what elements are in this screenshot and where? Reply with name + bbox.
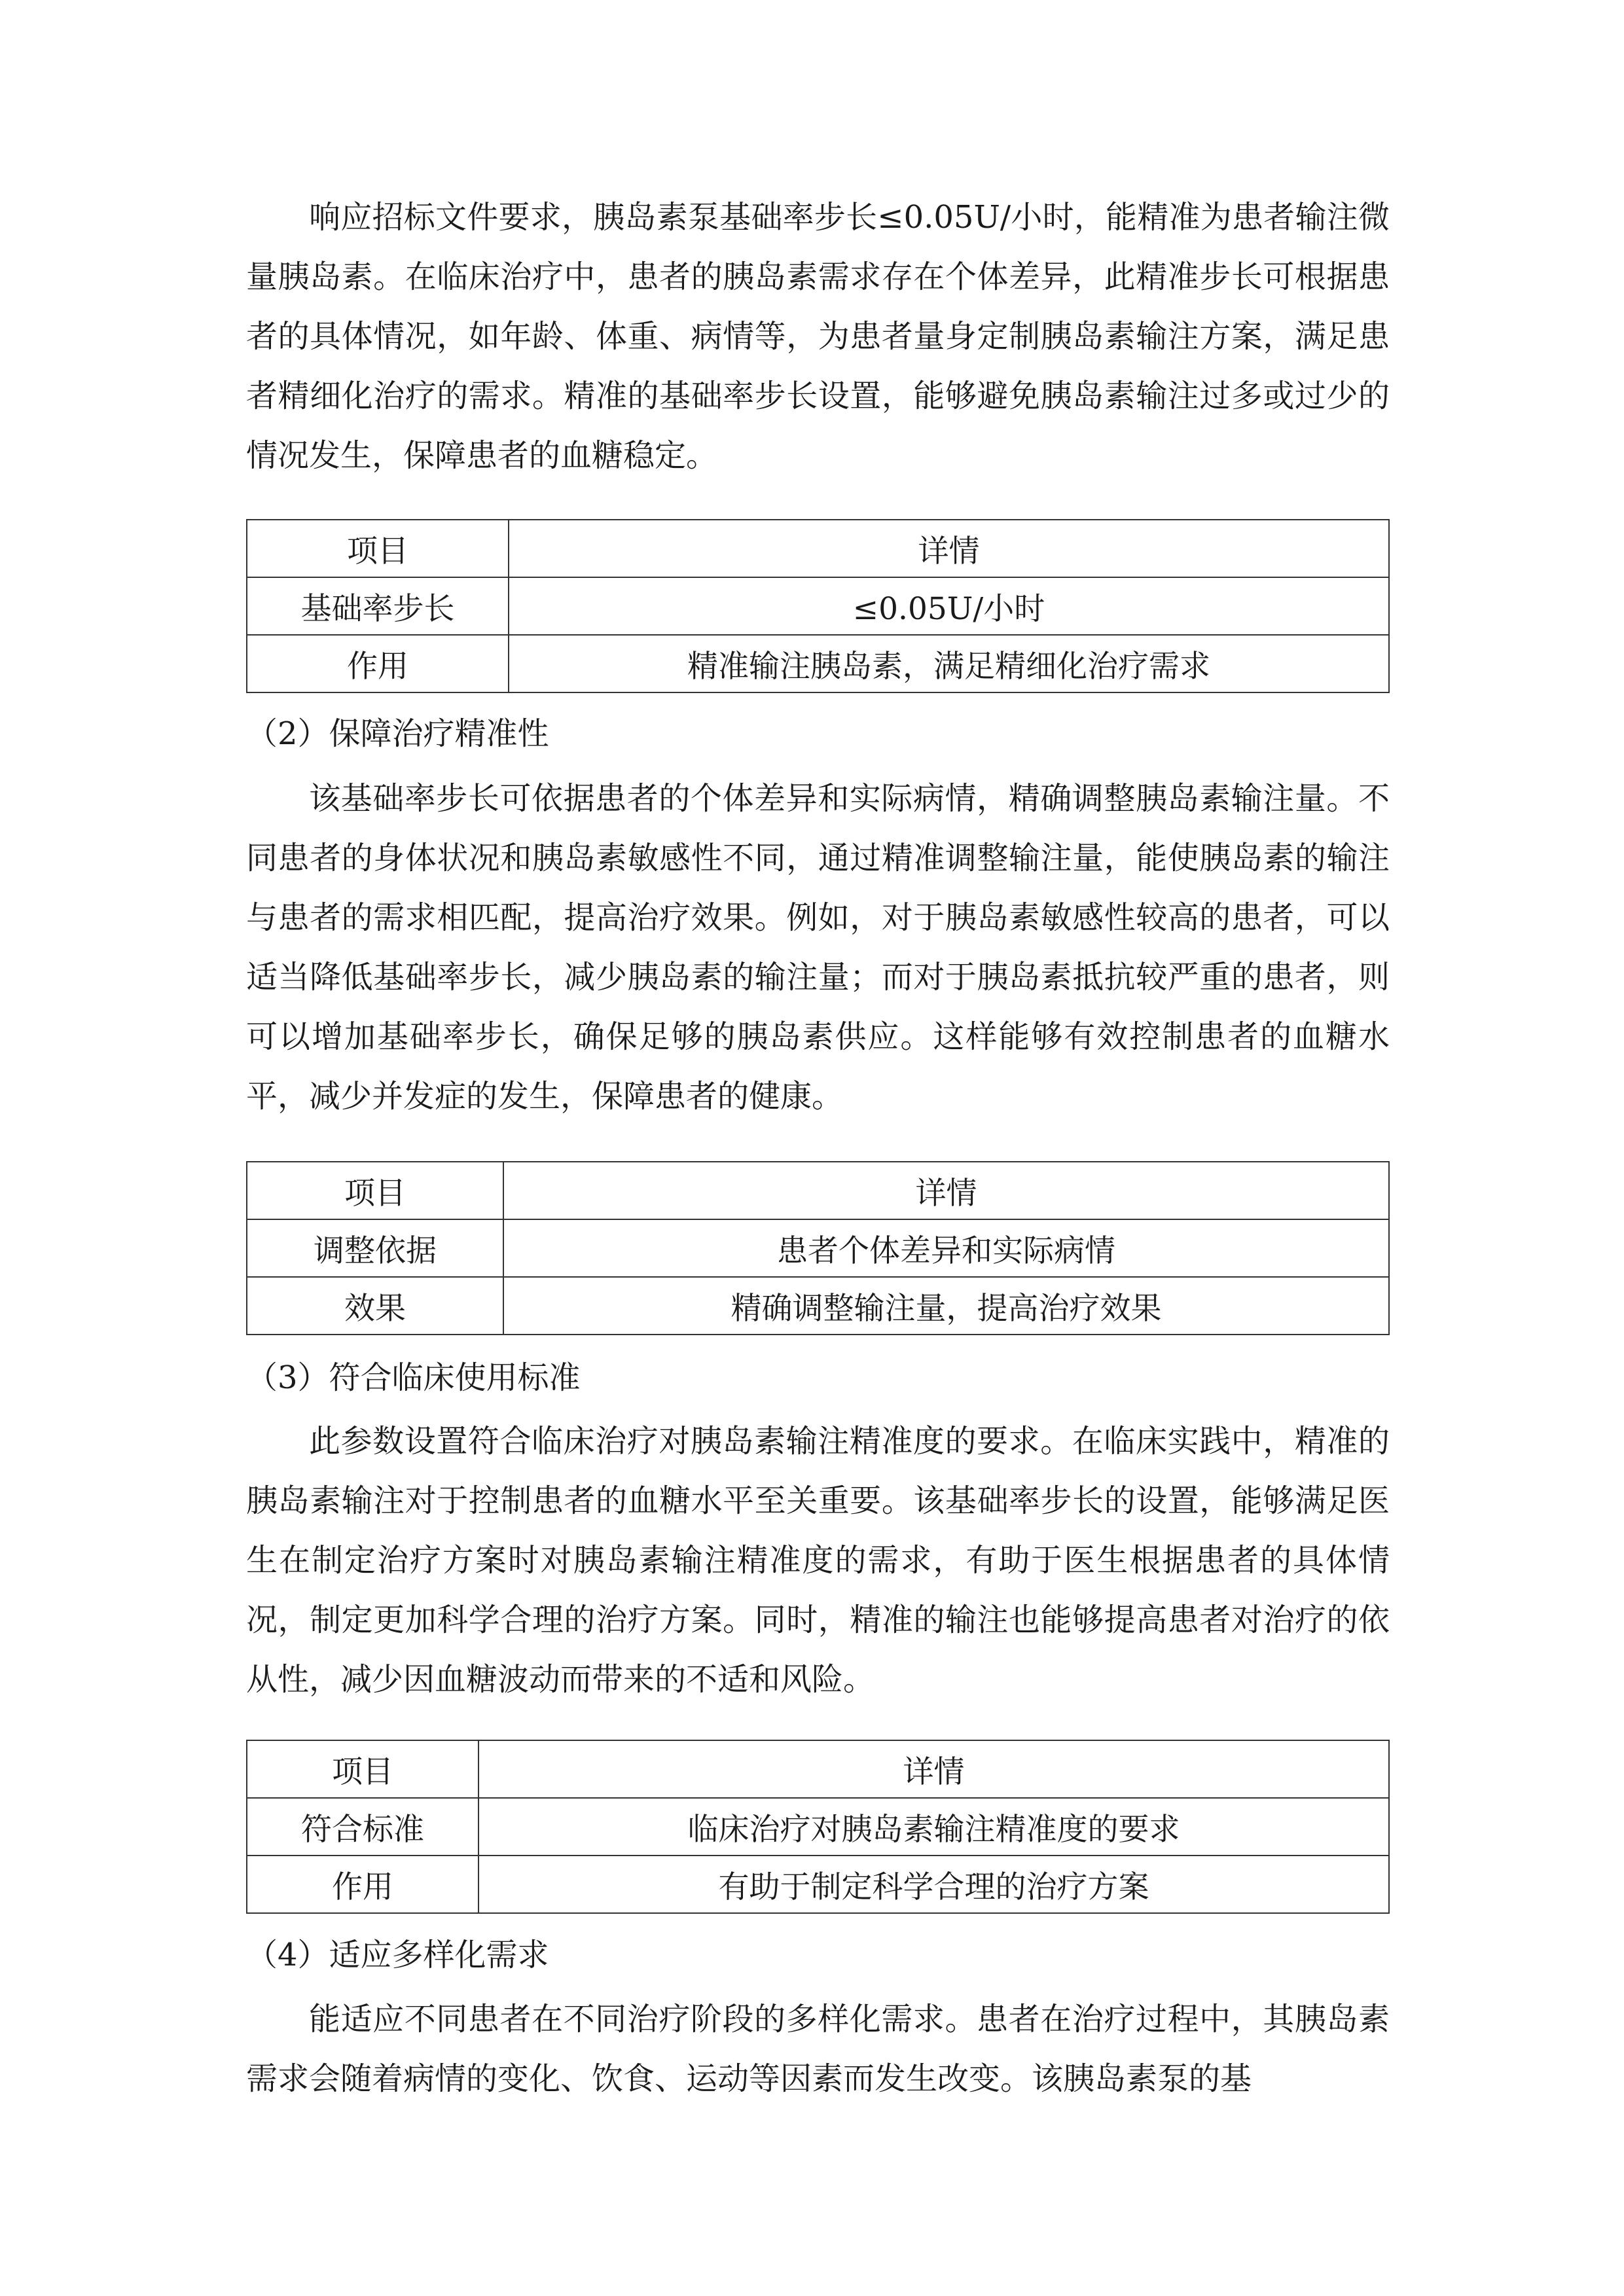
- paragraph-clinical-standard: 此参数设置符合临床治疗对胰岛素输注精准度的要求。在临床实践中，精准的胰岛素输注对于控制患者的血糖水平至关重要。该基础率步长的设置，能够满足医生在制定治疗方案时对胰岛素输注精准度的需求，有助于医生根据患者的具体情况，制定更加科学合理的治疗方案。同时，精准的输注也能够提高患者对治疗的依从性，减少因血糖波动而带来的不适和风险。: [246, 1423, 1390, 1698]
- table-header-row: [247, 520, 1389, 577]
- table-header-cell: 项目: [247, 520, 509, 577]
- table-cell: 精准输注胰岛素，满足精细化治疗需求: [509, 635, 1389, 692]
- section-heading-precision: （2）保障治疗精准性: [246, 715, 549, 752]
- table-cell: ≤0.05U/小时: [509, 577, 1389, 635]
- table-adjustment: [246, 1161, 1390, 1335]
- table-row: [247, 635, 1389, 692]
- section-heading-clinical-standard: （3）符合临床使用标准: [246, 1359, 581, 1396]
- paragraph-basal-rate-step: 响应招标文件要求，胰岛素泵基础率步长≤0.05U/小时，能精准为患者输注微量胰岛素。在临床治疗中，患者的胰岛素需求存在个体差异，此精准步长可根据患者的具体情况，如年龄、体重、病情等，为患者量身定制胰岛素输注方案，满足患者精细化治疗的需求。精准的基础率步长设置，能够避免胰岛素输注过多或过少的情况发生，保障患者的血糖稳定。: [246, 199, 1390, 474]
- table-row: [247, 577, 1389, 635]
- table-cell: 精确调整输注量，提高治疗效果: [503, 1277, 1389, 1335]
- table-row: [247, 1277, 1389, 1335]
- table-cell: 患者个体差异和实际病情: [503, 1219, 1389, 1277]
- table-standard: [246, 1740, 1390, 1914]
- table-cell: 符合标准: [247, 1798, 478, 1856]
- table-cell: 调整依据: [247, 1219, 503, 1277]
- table-cell: 基础率步长: [247, 577, 509, 635]
- table-header-cell: 项目: [247, 1740, 478, 1798]
- table-header-row: [247, 1162, 1389, 1219]
- table-cell: 效果: [247, 1277, 503, 1335]
- table-cell: 临床治疗对胰岛素输注精准度的要求: [478, 1798, 1389, 1856]
- table-cell: 作用: [247, 1856, 478, 1913]
- section-heading-diverse-needs: （4）适应多样化需求: [246, 1937, 549, 1973]
- table-header-cell: 详情: [503, 1162, 1389, 1219]
- table-basal-rate: [246, 519, 1390, 693]
- table-row: [247, 1219, 1389, 1277]
- table-cell: 有助于制定科学合理的治疗方案: [478, 1856, 1389, 1913]
- table-header-cell: 详情: [509, 520, 1389, 577]
- table-row: [247, 1798, 1389, 1856]
- table-header-cell: 项目: [247, 1162, 503, 1219]
- paragraph-precision: 该基础率步长可依据患者的个体差异和实际病情，精确调整胰岛素输注量。不同患者的身体状况和胰岛素敏感性不同，通过精准调整输注量，能使胰岛素的输注与患者的需求相匹配，提高治疗效果。例如，对于胰岛素敏感性较高的患者，可以适当降低基础率步长，减少胰岛素的输注量；而对于胰岛素抵抗较严重的患者，则可以增加基础率步长，确保足够的胰岛素供应。这样能够有效控制患者的血糖水平，减少并发症的发生，保障患者的健康。: [246, 780, 1390, 1115]
- paragraph-diverse-needs: 能适应不同患者在不同治疗阶段的多样化需求。患者在治疗过程中，其胰岛素需求会随着病情的变化、饮食、运动等因素而发生改变。该胰岛素泵的基: [246, 2001, 1390, 2097]
- table-row: [247, 1856, 1389, 1913]
- table-cell: 作用: [247, 635, 509, 692]
- table-header-row: [247, 1740, 1389, 1798]
- table-header-cell: 详情: [478, 1740, 1389, 1798]
